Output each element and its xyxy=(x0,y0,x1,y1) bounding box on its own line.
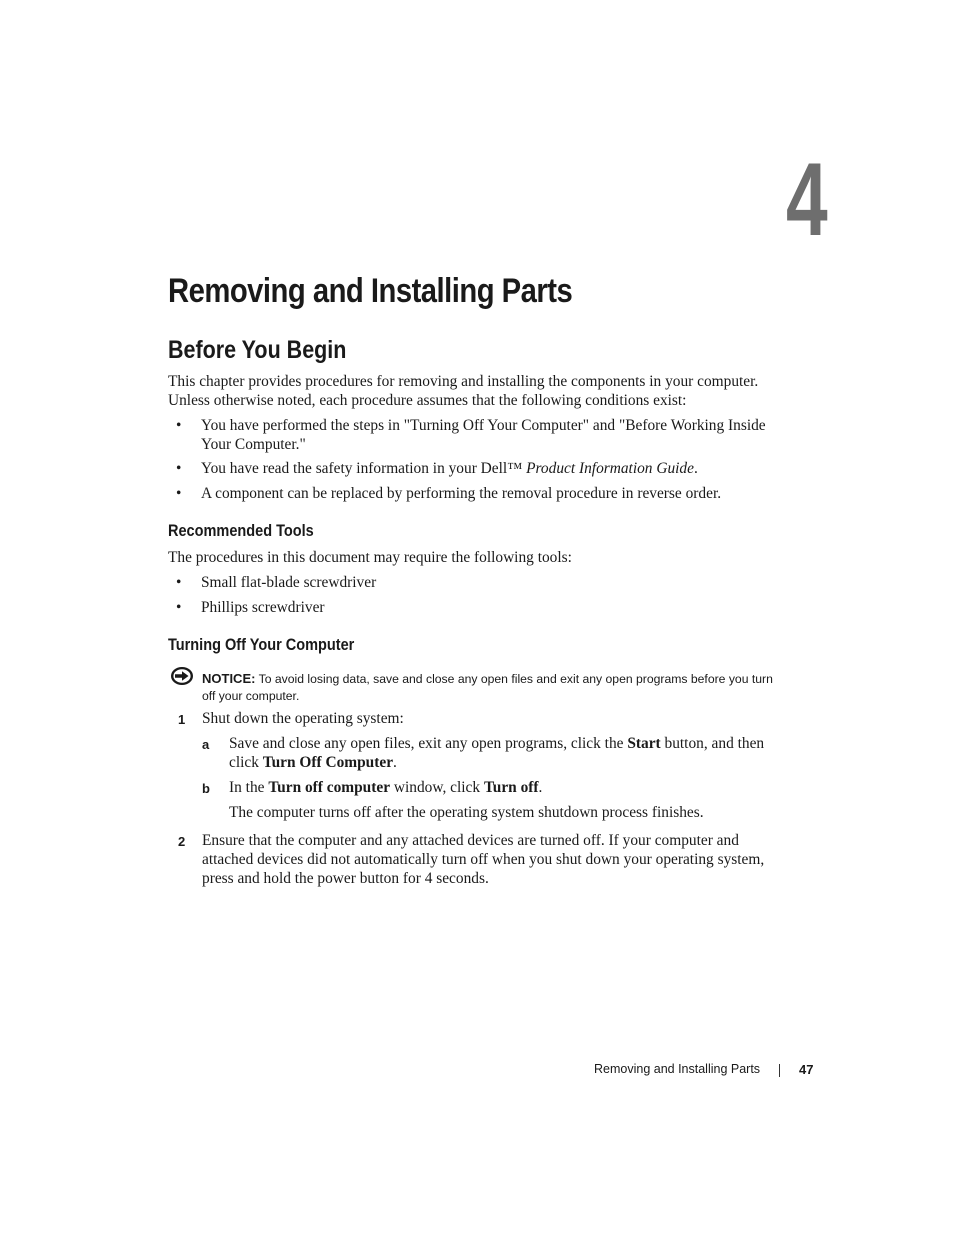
tools-intro: The procedures in this document may require the following tools: xyxy=(168,549,572,566)
substep-text: Save and close any open files, exit any open programs, click the Start button, and then click Turn Off Computer. xyxy=(229,735,765,771)
notice-body-line2: off your computer. xyxy=(202,689,300,703)
chapter-number: 4 xyxy=(786,142,827,258)
ui-label-turn-off-computer: Turn Off Computer xyxy=(262,754,394,771)
substep-letter: b xyxy=(202,781,210,796)
bullet-icon: • xyxy=(176,417,182,434)
step-text: Shut down the operating system: xyxy=(202,710,404,727)
notice-arrow-icon xyxy=(170,666,194,686)
substep-letter: a xyxy=(202,737,210,752)
section-title: Before You Begin xyxy=(168,336,347,364)
turnoff-title: Turning Off Your Computer xyxy=(168,636,355,654)
bullet-icon: • xyxy=(176,599,182,616)
condition-text: A component can be replaced by performing the removal procedure in reverse order. xyxy=(201,485,722,502)
tool-text: Phillips screwdriver xyxy=(201,599,325,616)
ui-label-turn-off-computer-window: Turn off computer xyxy=(268,779,391,796)
tools-title: Recommended Tools xyxy=(168,522,314,540)
bullet-icon: • xyxy=(176,574,182,591)
ui-label-start: Start xyxy=(627,735,661,752)
bullet-icon: • xyxy=(176,485,182,502)
footer-separator xyxy=(779,1064,780,1077)
footer-title: Removing and Installing Parts xyxy=(594,1062,761,1076)
page-number: 47 xyxy=(799,1062,814,1077)
substep-text: In the Turn off computer window, click Turn off. xyxy=(229,779,543,796)
substep-note: The computer turns off after the operating system shutdown process finishes. xyxy=(229,804,704,821)
condition-text: You have read the safety information in your Dell™ Product Information Guide. xyxy=(201,460,698,477)
step-number: 1 xyxy=(178,712,186,727)
condition-text: You have performed the steps in "Turning Off Your Computer" and "Before Working Inside Your Computer." xyxy=(201,417,766,453)
notice-label: NOTICE: xyxy=(202,671,256,686)
bullet-icon: • xyxy=(176,460,182,477)
chapter-title: Removing and Installing Parts xyxy=(168,272,573,310)
notice-body-line1: To avoid losing data, save and close any open files and exit any open programs before you turn xyxy=(258,672,773,686)
section-intro: This chapter provides procedures for removing and installing the components in your computer. Unless otherwise noted, each procedure assumes that the following conditions exist: xyxy=(168,373,759,409)
step-text: Ensure that the computer and any attached devices are turned off. If your computer and attached devices did not automatically turn off when you shut down your operating system, press and hold the power button for 4 seconds. xyxy=(202,832,765,887)
ui-label-turn-off: Turn off xyxy=(483,779,539,796)
step-number: 2 xyxy=(178,834,186,849)
notice-text xyxy=(202,670,788,705)
tool-text: Small flat-blade screwdriver xyxy=(201,574,377,591)
